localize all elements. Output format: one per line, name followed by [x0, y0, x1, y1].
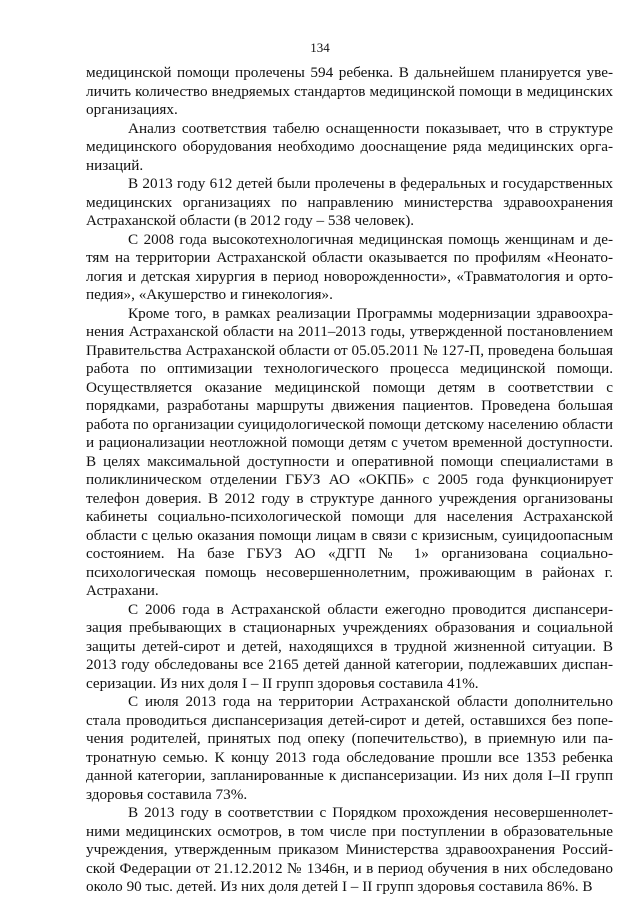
paragraph-high-tech-care: С 2008 года высокотехнологичная медицинская помощь женщинам и детям на территории Астраханской области оказывается по профилям «Неонатология и детская хирургия в период новорожденности», «Травматология и ортопедия», «Акушерство и гинекология».: [86, 230, 613, 303]
page-number: 134: [310, 40, 330, 55]
paragraph-continuation: медицинской помощи пролечены 594 ребенка. В дальнейшем планируется увеличить количество внедряемых стандартов медицинской помощи в медицинских организациях.: [86, 64, 613, 118]
paragraph-equipment-analysis: Анализ соответствия табелю оснащенности показывает, что в структуре медицинского оборудования необходимо дооснащение ряда медицинских организаций.: [86, 119, 613, 174]
body-text: [86, 64, 613, 897]
paragraph-modernization-program: Кроме того, в рамках реализации Программы модернизации здравоохранения Астраханской области на 2011–2013 годы, утвержденной постановлением Правительства Астраханской области от 05.05.2011 № 127-П, проведена большая работа по оптимизации технологического процесса медицинской помощи. Осуществляется оказание медицинской помощи детям в соответствии с порядками, разработаны маршруты движения пациентов. Проведена большая работа по организации суицидологической помощи детскому населению области и рационализации неотложной помощи детям с учетом временной доступности. В целях максимальной доступности и оперативной помощи специалистами в поликлиническом отделении ГБУЗ АО «ОКПБ» с 2005 года функционирует телефон доверия. В 2012 году в структуре данного учреждения организованы кабинеты социально-психологической помощи для населения Астраханской области с целью оказания помощи лицам в связи с кризисным, суицидоопасным состоянием. На базе ГБУЗ АО «ДГП № 1» организована социально-психологическая помощь несовершеннолетним, проживающим в районах г. Астрахани.: [86, 304, 613, 599]
paragraph-minor-exams: В 2013 году в соответствии с Порядком прохождения несовершеннолетними медицинских осмотров, в том числе при поступлении в образовательные учреждения, утвержденным приказом Министерства здравоохранения Российской Федерации от 21.12.2012 № 1346н, и в период обучения в них обследовано около 90 тыс. детей. Из них доля детей I – II групп здоровья составила 86%. В: [86, 804, 613, 895]
paragraph-orphan-screening-2013: С июля 2013 года на территории Астраханской области дополнительно стала проводиться диспансеризация детей-сирот и детей, оставшихся без попечения родителей, принятых под опеку (попечительство), в приемную или патронатную семью. К концу 2013 года обследование прошли все 1353 ребенка данной категории, запланированные к диспансеризации. Из них доля I–II групп здоровья составила 73%.: [86, 693, 613, 803]
paragraph-orphan-screening-2006: С 2006 года в Астраханской области ежегодно проводится диспансеризация пребывающих в стационарных учреждениях образования и социальной защиты детей-сирот и детей, находящихся в трудной жизненной ситуации. В 2013 году обследованы все 2165 детей данной категории, подлежавших диспансеризации. Из них доля I – II групп здоровья составила 41%.: [86, 600, 613, 692]
paragraph-federal-treatment: В 2013 году 612 детей были пролечены в федеральных и государственных медицинских организациях по направлению министерства здравоохранения Астраханской области (в 2012 году – 538 человек).: [86, 175, 613, 229]
